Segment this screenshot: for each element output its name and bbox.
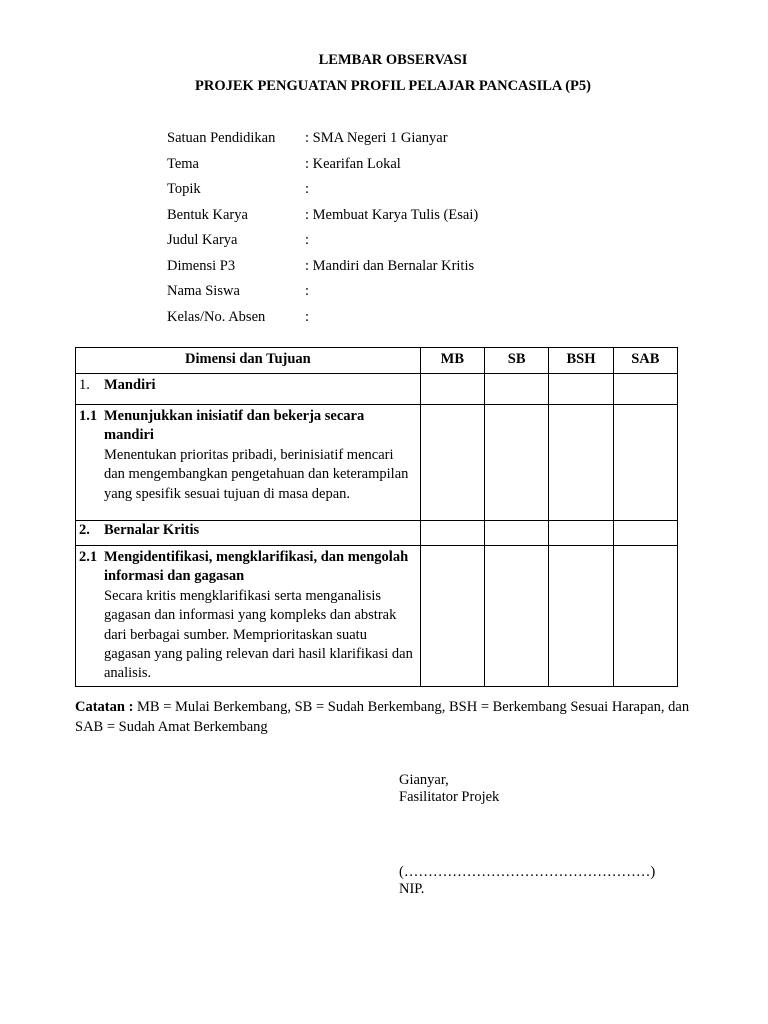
info-label: Nama Siswa: [167, 283, 240, 300]
signature-place: Gianyar,: [399, 772, 449, 788]
row-number: 1.: [79, 377, 90, 393]
row-title: Mengidentifikasi, mengklarifikasi, dan mengolah informasi dan gagasan: [104, 549, 409, 585]
row-number: 2.1: [79, 549, 98, 565]
score-cell-mb[interactable]: [420, 521, 484, 546]
info-label: Satuan Pendidikan: [167, 130, 276, 147]
note-paragraph: [75, 697, 715, 737]
header-mb: MB: [420, 348, 484, 374]
info-row: [167, 203, 478, 229]
observation-table: [75, 347, 678, 687]
info-label: Bentuk Karya: [167, 206, 248, 223]
info-label: Judul Karya: [167, 232, 238, 249]
signature-role: Fasilitator Projek: [399, 789, 500, 805]
table-header-row: [76, 348, 678, 374]
row-title: Mandiri: [104, 377, 156, 393]
score-cell-bsh[interactable]: [549, 521, 613, 546]
info-row: [167, 279, 478, 305]
header-dimensi: Dimensi dan Tujuan: [76, 348, 421, 374]
row-title: Menunjukkan inisiatif dan bekerja secara mandiri: [104, 408, 365, 444]
info-row: [167, 177, 478, 203]
score-cell-sb[interactable]: [485, 546, 549, 687]
table-row: [76, 374, 678, 405]
score-cell-sab[interactable]: [613, 374, 677, 405]
table-row: [76, 546, 678, 687]
info-row: [167, 305, 478, 331]
info-value: : Membuat Karya Tulis (Esai): [305, 206, 479, 223]
dimension-cell: [76, 405, 421, 521]
score-cell-sab[interactable]: [613, 546, 677, 687]
info-row: [167, 126, 478, 152]
info-block: [167, 126, 478, 330]
row-description: Secara kritis mengklarifikasi serta menganalisis gagasan dan informasi yang kompleks dan abstrak dari berbagai sumber. Memprioritaskan suatu gagasan yang paling relevan dari hasil klarifikasi dan analisis.: [104, 587, 413, 682]
header-sab: SAB: [613, 348, 677, 374]
dimension-cell: [76, 546, 421, 687]
score-cell-sb[interactable]: [485, 521, 549, 546]
signature-footer: [399, 864, 655, 898]
info-label: Tema: [167, 155, 199, 172]
signature-name-line: (……………………………………………): [399, 864, 656, 880]
header-sb: SB: [485, 348, 549, 374]
score-cell-sab[interactable]: [613, 521, 677, 546]
info-label: Dimensi P3: [167, 257, 236, 274]
note-text: MB = Mulai Berkembang, SB = Sudah Berkembang, BSH = Berkembang Sesuai Harapan, dan SAB = Sudah Amat Berkembang: [75, 699, 690, 735]
header-bsh: BSH: [549, 348, 613, 374]
score-cell-bsh[interactable]: [549, 405, 613, 521]
info-value: : SMA Negeri 1 Gianyar: [305, 130, 448, 147]
table-row: [76, 521, 678, 546]
info-value: : Kearifan Lokal: [305, 155, 401, 172]
score-cell-mb[interactable]: [420, 374, 484, 405]
info-label: Kelas/No. Absen: [167, 308, 266, 325]
score-cell-mb[interactable]: [420, 546, 484, 687]
row-title: Bernalar Kritis: [104, 522, 200, 538]
info-row: [167, 254, 478, 280]
info-row: [167, 152, 478, 178]
document-subtitle: PROJEK PENGUATAN PROFIL PELAJAR PANCASILA (P5): [195, 78, 591, 94]
table-row: [76, 405, 678, 521]
note-label: Catatan :: [75, 699, 134, 715]
score-cell-bsh[interactable]: [549, 374, 613, 405]
info-value: :: [305, 308, 310, 325]
dimension-cell: [76, 521, 421, 546]
signature-nip: NIP.: [399, 881, 425, 897]
info-value: :: [305, 283, 310, 300]
signature-header: [399, 772, 499, 806]
document-title: LEMBAR OBSERVASI: [318, 52, 468, 68]
info-value: :: [305, 181, 310, 198]
info-value: : Mandiri dan Bernalar Kritis: [305, 257, 475, 274]
score-cell-sb[interactable]: [485, 405, 549, 521]
score-cell-mb[interactable]: [420, 405, 484, 521]
score-cell-sab[interactable]: [613, 405, 677, 521]
score-cell-bsh[interactable]: [549, 546, 613, 687]
info-value: :: [305, 232, 310, 249]
row-description: Menentukan prioritas pribadi, berinisiatif mencari dan mengembangkan pengetahuan dan keterampilan yang spesifik sesuai tujuan di masa depan.: [104, 446, 409, 502]
info-label: Topik: [167, 181, 201, 198]
info-row: [167, 228, 478, 254]
row-number: 2.: [79, 522, 90, 538]
row-number: 1.1: [79, 408, 98, 424]
dimension-cell: [76, 374, 421, 405]
score-cell-sb[interactable]: [485, 374, 549, 405]
